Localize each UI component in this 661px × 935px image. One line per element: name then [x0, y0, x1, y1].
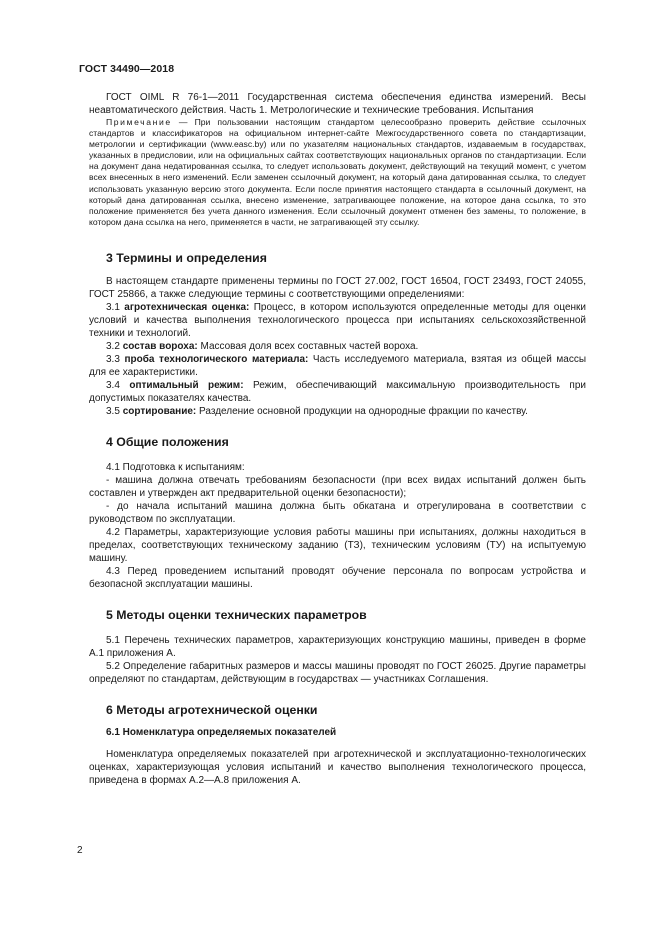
term-number: 3.2 [106, 340, 123, 352]
term-number: 3.3 [106, 353, 125, 365]
section-4-paragraph: 4.1 Подготовка к испытаниям: [106, 461, 245, 473]
term-definition: Режим, обеспечивающий максимальную производительность при допустимых показателях качества. [89, 379, 586, 404]
note-label: Примечание [106, 117, 172, 127]
section-4-heading: 4 Общие положения [106, 434, 229, 449]
note-text: — При пользовании настоящим стандартом целесообразно проверить действие ссылочных стандартов и классификаторов на официальном интернет-сайте Межгосударственного совета по стандартизации, метрологии и сертификации (www.easc.by) или по указателям национальных стандартов, издаваемым в государствах, указанных в предисловии, или на официальных сайтах соответствующих национальных органов по стандартизации. Если на документ дана недатированная ссылка, то следует использовать документ, действующий на текущий момент, с учетом всех внесенных в него изменений. Если заменен ссылочный документ, на который дана датированная ссылка, то следует использовать указанную версию этого документа. Если после принятия настоящего стандарта в ссылочный документ, на который дана датированная ссылка, внесено изменение, затрагивающее положение, на которое дана ссылка, то это положение применяется без учета данного изменения. Если ссылочный документ отменен без замены, то положение, в котором дана ссылка на него, применяется в части, не затрагивающей эту ссылку. [89, 117, 586, 227]
section-6-heading: 6 Методы агротехнической оценки [106, 702, 318, 717]
term-3-1 [89, 301, 586, 340]
document-body [89, 91, 586, 787]
section-4-paragraph: - машина должна отвечать требованиям безопасности (при всех видах испытаний должен быть составлен и утвержден акт предварительной оценки безопасности); [89, 474, 586, 499]
term-name: состав вороха: [122, 340, 198, 352]
term-3-5 [89, 405, 586, 418]
section-5-paragraph: 5.2 Определение габаритных размеров и массы машины проводят по ГОСТ 26025. Другие параметры определяют по стандартам, действующим в государствах — участниках Соглашения. [89, 660, 586, 685]
term-name: сортирование: [122, 405, 197, 417]
reference-note [89, 117, 586, 228]
term-number: 3.4 [106, 379, 130, 391]
term-definition: Массовая доля всех составных частей вороха. [197, 340, 419, 352]
term-definition: Часть исследуемого материала, взятая из общей массы для ее характеристики. [89, 353, 587, 378]
section-4-paragraph: 4.2 Параметры, характеризующие условия работы машины при испытаниях, должны находиться в пределах, соответствующих техническому заданию (ТЗ), техническим условиям (ТУ) на испытуемую машину. [89, 526, 586, 564]
term-name: проба технологического материала: [124, 353, 309, 365]
document-header: ГОСТ 34490—2018 [79, 63, 175, 75]
section-5-paragraph: 5.1 Перечень технических параметров, характеризующих конструкцию машины, приведен в форме А.1 приложения А. [89, 634, 586, 659]
term-definition: Разделение основной продукции на однородные фракции по качеству. [196, 405, 528, 417]
section-6-paragraph: Номенклатура определяемых показателей при агротехнической и эксплуатационно-технологических оценках, характеризующая условия испытаний и качество выполнения технологического процесса, приведена в формах А.2—А.8 приложения А. [89, 748, 586, 786]
term-name: оптимальный режим: [129, 379, 244, 391]
section-3-intro: В настоящем стандарте применены термины по ГОСТ 27.002, ГОСТ 16504, ГОСТ 23493, ГОСТ 24055, ГОСТ 25866, а также следующие термины с соответствующими определениями: [89, 275, 586, 300]
term-number: 3.5 [106, 405, 123, 417]
term-3-4 [89, 379, 586, 405]
section-5-heading: 5 Методы оценки технических параметров [106, 607, 367, 622]
term-3-3 [89, 353, 586, 379]
section-4-paragraph: 4.3 Перед проведением испытаний проводят обучение персонала по вопросам устройства и безопасной эксплуатации машины. [89, 565, 586, 590]
term-name: агротехническая оценка: [124, 301, 250, 313]
reference-oiml: ГОСТ OIML R 76-1—2011 Государственная система обеспечения единства измерений. Весы неавтоматического действия. Часть 1. Метрологические и технические требования. Испытания [89, 92, 586, 116]
term-definition: Процесс, в котором используются определенные методы для оценки условий и качества выполнения технологического процесса при испытаниях сельскохозяйственной техники и технологий. [89, 301, 586, 339]
subsection-6-1-heading: 6.1 Номенклатура определяемых показателей [106, 726, 337, 738]
term-3-2 [89, 340, 586, 353]
section-3-heading: 3 Термины и определения [106, 250, 267, 265]
term-number: 3.1 [106, 301, 125, 313]
page-number: 2 [77, 845, 83, 856]
section-4-paragraph: - до начала испытаний машина должна быть обкатана и отрегулирована в соответствии с руководством по эксплуатации. [89, 500, 586, 525]
